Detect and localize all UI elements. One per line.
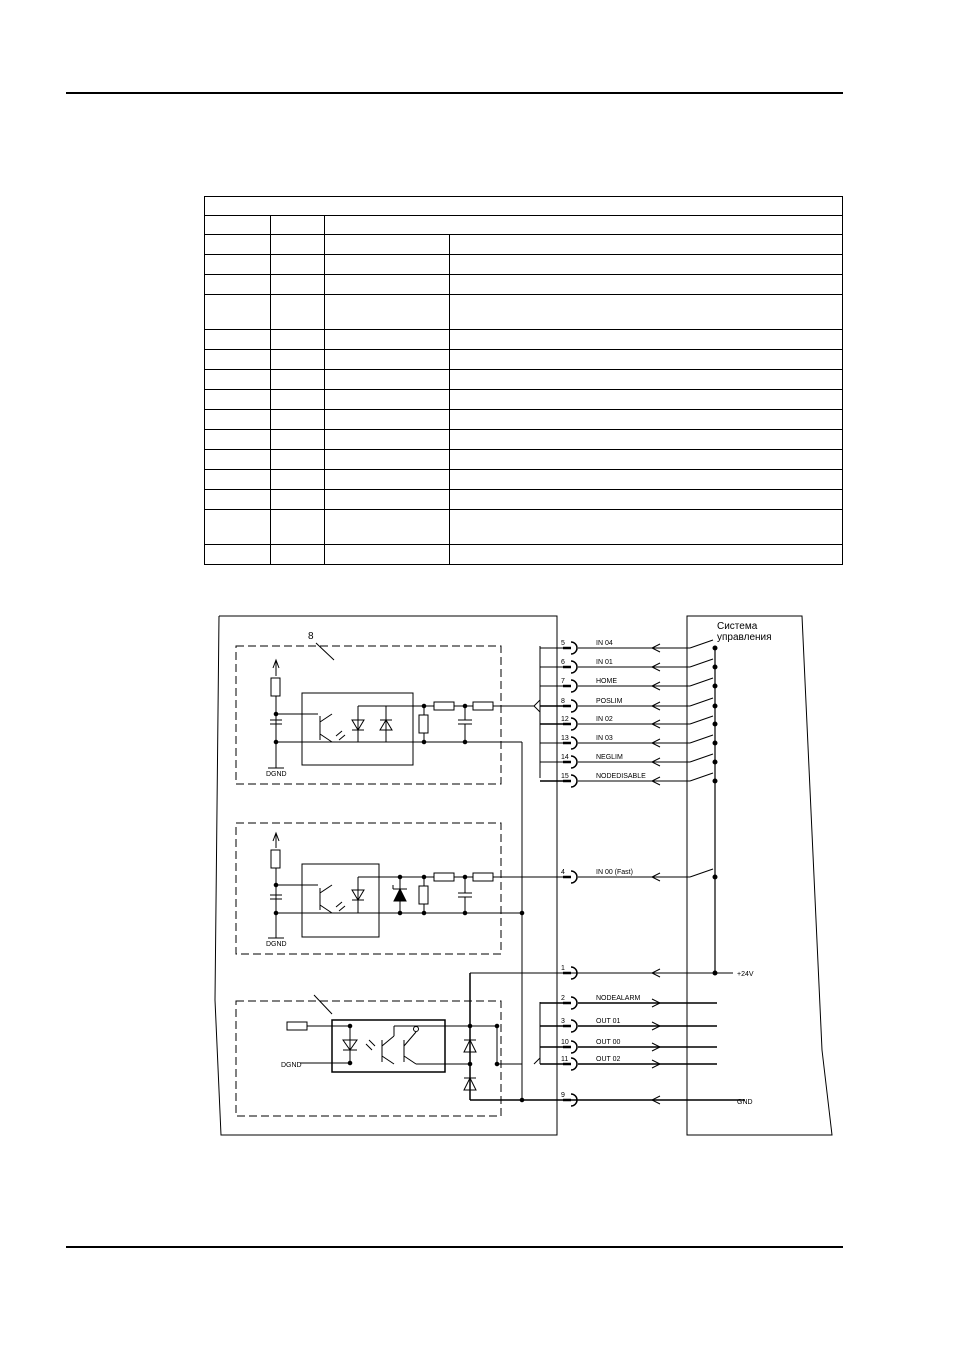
connector-pin-3 xyxy=(540,1018,717,1032)
control-system-title: Система xyxy=(717,621,758,632)
pin-number: 1 xyxy=(561,965,565,972)
ground-label: DGND xyxy=(281,1062,302,1069)
pin-number: 12 xyxy=(561,716,569,723)
connector-pin-1 xyxy=(561,965,578,979)
pin-signal-label: NODEDISABLE xyxy=(596,773,646,780)
pin-signal-label: IN 04 xyxy=(596,640,613,647)
connector-pin-14 xyxy=(540,754,717,768)
supply-label: +24V xyxy=(737,971,754,978)
output-module-box xyxy=(236,1001,501,1116)
pin-signal-label: NODEALARM xyxy=(596,995,641,1002)
pin-number: 5 xyxy=(561,640,565,647)
connector-pin-9 xyxy=(561,1092,578,1106)
pin-number: 7 xyxy=(561,678,565,685)
connector-pin-12 xyxy=(540,716,717,730)
pin-signal-label: OUT 00 xyxy=(596,1039,621,1046)
pin-signal-label: OUT 01 xyxy=(596,1018,621,1025)
pin-signal-label: NEGLIM xyxy=(596,754,623,761)
connector-pin-8 xyxy=(540,698,717,712)
pin-number: 2 xyxy=(561,995,565,1002)
pin-signal-label: OUT 02 xyxy=(596,1056,621,1063)
pin-signal-label: IN 00 (Fast) xyxy=(596,869,633,876)
pin-signal-label: IN 03 xyxy=(596,735,613,742)
drive-outline xyxy=(215,616,557,1135)
output-circuit xyxy=(281,973,578,1102)
ground-label: DGND xyxy=(266,771,287,778)
fast-input-circuit xyxy=(266,833,564,948)
connector-pin-10 xyxy=(540,1039,717,1053)
reference-label: 8 xyxy=(308,631,314,642)
connector-pin-13 xyxy=(540,735,717,749)
control-system-outline xyxy=(687,616,832,1135)
pin-number: 4 xyxy=(561,869,565,876)
connector-pins xyxy=(540,640,717,1106)
pin-number: 11 xyxy=(561,1056,569,1063)
pin-number: 6 xyxy=(561,659,565,666)
gnd-label: GND xyxy=(737,1099,753,1106)
pin-signal-label: POSLIM xyxy=(596,698,623,705)
pin-number: 8 xyxy=(561,698,565,705)
connector-pin-11 xyxy=(540,1056,717,1070)
pin-number: 15 xyxy=(561,773,569,780)
ground-label: DGND xyxy=(266,941,287,948)
pin-signal-label: IN 02 xyxy=(596,716,613,723)
pin-signal-label: IN 01 xyxy=(596,659,613,666)
connector-pin-2 xyxy=(540,995,717,1009)
connector-pin-6 xyxy=(540,659,717,673)
connector-pin-5 xyxy=(540,640,717,654)
pin-number: 9 xyxy=(561,1092,565,1099)
pin-number: 13 xyxy=(561,735,569,742)
pin-number: 3 xyxy=(561,1018,565,1025)
connector-pin-4 xyxy=(561,869,717,883)
connector-pin-15 xyxy=(540,773,717,787)
pin-number: 14 xyxy=(561,754,569,761)
pin-signal-label: HOME xyxy=(596,678,617,685)
connector-pin-7 xyxy=(540,678,717,692)
control-system-title: управления xyxy=(717,632,772,643)
pin-number: 10 xyxy=(561,1039,569,1046)
